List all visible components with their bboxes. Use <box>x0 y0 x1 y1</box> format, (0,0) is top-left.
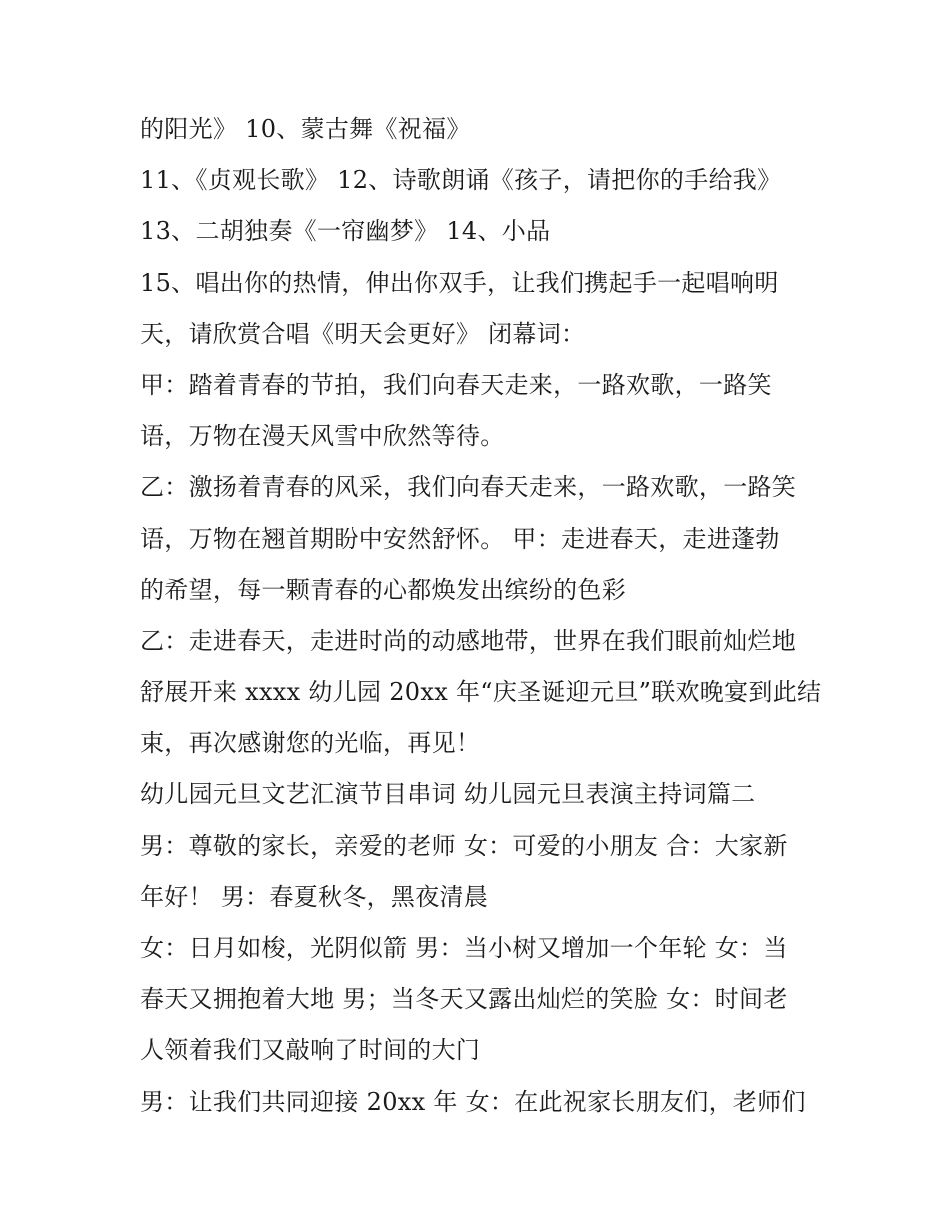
text-line: 乙：走进春天，走进时尚的动感地带，世界在我们眼前灿烂地 <box>140 626 797 655</box>
text-line: 束，再次感谢您的光临，再见！ <box>140 729 481 758</box>
text-line: 15、唱出你的热情，伸出你双手，让我们携起手一起唱响明 <box>140 268 779 297</box>
text-line: 11、《贞观长歌》 12、诗歌朗诵《孩子，请把你的手给我》 <box>140 166 782 195</box>
document-body <box>140 104 830 1128</box>
text-line: 男：让我们共同迎接 20xx 年 女：在此祝家长朋友们，老师们 <box>140 1087 806 1116</box>
text-line: 人领着我们又敲响了时间的大门 <box>140 1036 481 1065</box>
text-line: 语，万物在漫天风雪中欣然等待。 <box>140 422 505 451</box>
text-line: 13、二胡独奏《一帘幽梦》 14、小品 <box>140 217 551 246</box>
text-line: 男：尊敬的家长，亲爱的老师 女：可爱的小朋友 合：大家新 <box>140 831 788 860</box>
text-line: 乙：激扬着青春的风采，我们向春天走来，一路欢歌，一路笑 <box>140 473 797 502</box>
text-line: 年好！ 男：春夏秋冬，黑夜清晨 <box>140 882 489 911</box>
text-line: 的希望，每一颗青春的心都焕发出缤纷的色彩 <box>140 575 626 604</box>
text-line: 天，请欣赏合唱《明天会更好》 闭幕词： <box>140 319 586 348</box>
text-line: 女：日月如梭，光阴似箭 男：当小树又增加一个年轮 女：当 <box>140 934 788 962</box>
text-line: 春天又拥抱着大地 男；当冬天又露出灿烂的笑脸 女：时间老 <box>140 985 788 1014</box>
text-line: 的阳光》 10、蒙古舞《祝福》 <box>140 115 471 143</box>
text-line: 甲：踏着青春的节拍，我们向春天走来，一路欢歌，一路笑 <box>140 370 772 399</box>
text-line: 语，万物在翘首期盼中安然舒怀。 甲：走进春天，走进蓬勃 <box>140 524 780 553</box>
text-line: 舒展开来 xxxx 幼儿园 20xx 年“庆圣诞迎元旦”联欢晚宴到此结 <box>140 678 822 707</box>
text-line: 幼儿园元旦文艺汇演节目串词 幼儿园元旦表演主持词篇二 <box>140 780 756 809</box>
